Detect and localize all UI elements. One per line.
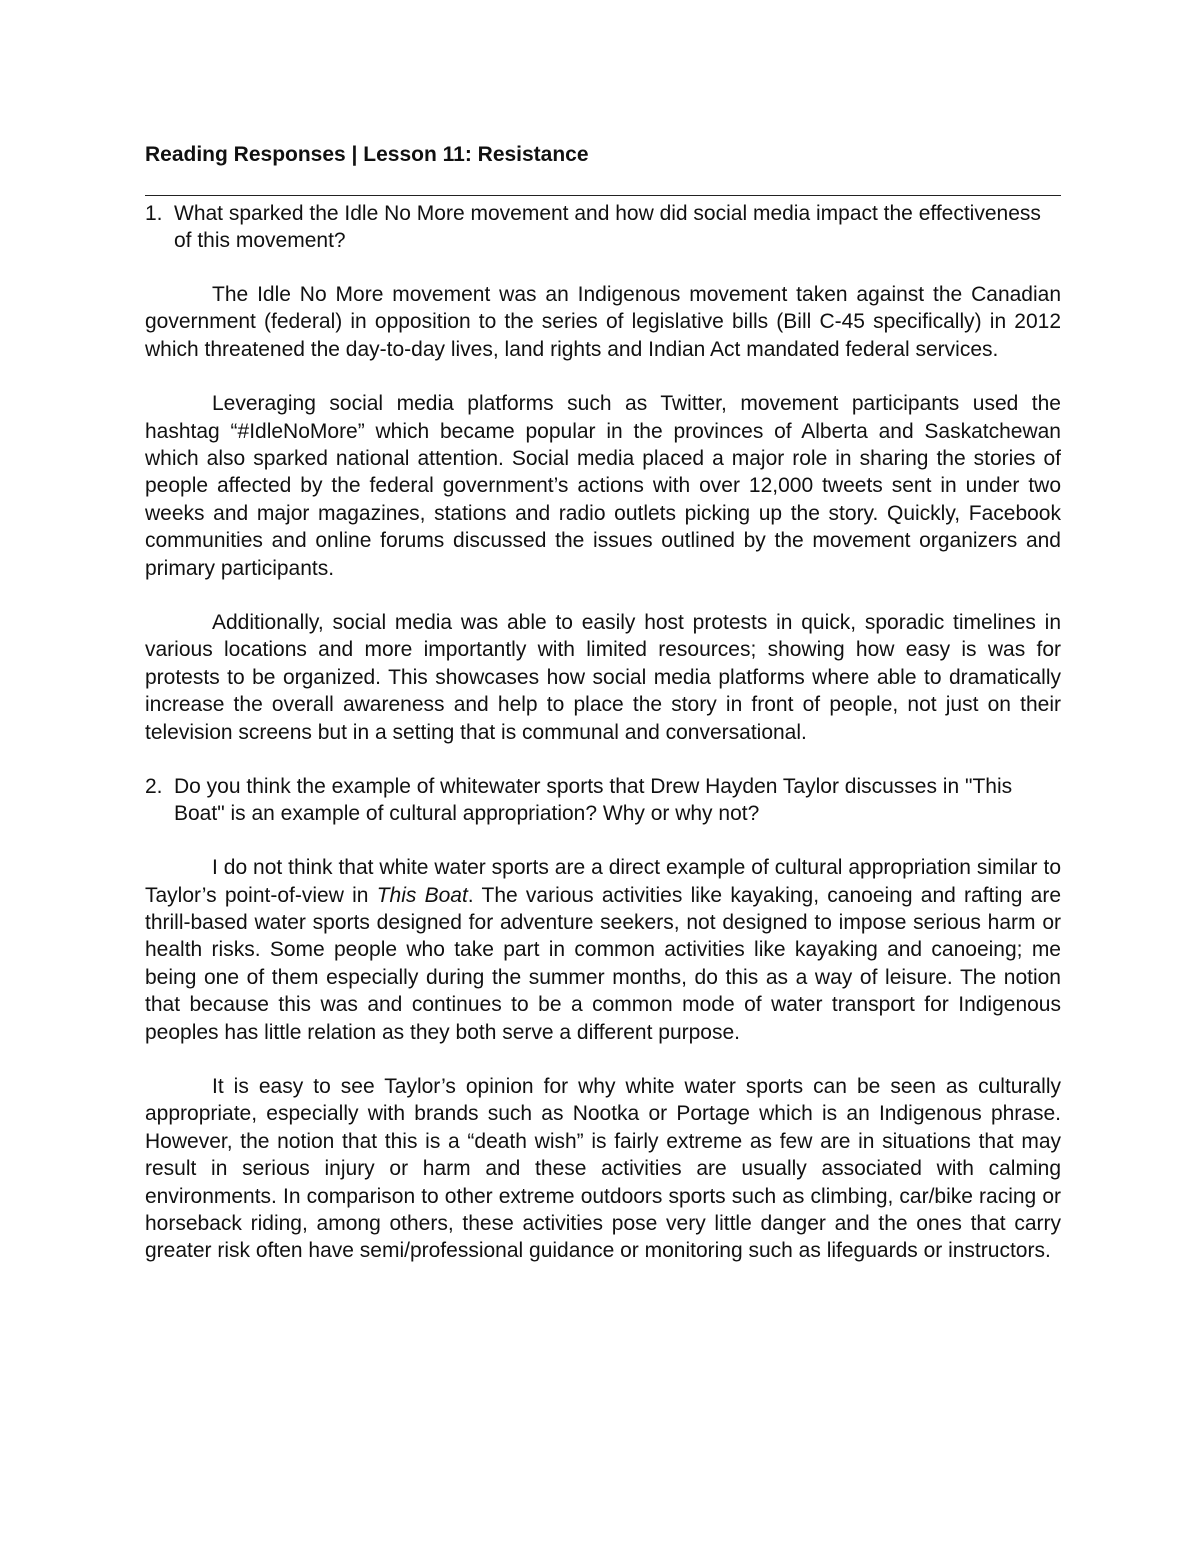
question-2 <box>145 773 1061 827</box>
question-1-number: 1. <box>145 202 163 225</box>
document-title: Reading Responses | Lesson 11: Resistance <box>145 143 589 166</box>
book-title: This Boat <box>376 883 468 907</box>
answer-2-paragraph-2: It is easy to see Taylor’s opinion for why white water sports can be seen as culturally appropriate, especially with brands such as Nootka or Portage which is an Indigenous phrase. However, the notion that this is a “death wish” is fairly extreme as few are in situations that may result in serious injury or harm and these activities are usually associated with calming environments. In comparison to other extreme outdoors sports such as climbing, car/bike racing or horseback riding, among others, these activities pose very little danger and the ones that carry greater risk often have semi/professional guidance or monitoring such as lifeguards or instructors. <box>145 1074 1061 1263</box>
question-1 <box>145 200 1061 254</box>
answer-1-paragraph-1: The Idle No More movement was an Indigenous movement taken against the Canadian government (federal) in opposition to the series of legislative bills (Bill C-45 specifically) in 2012 which threatened the day-to-day lives, land rights and Indian Act mandated federal services. <box>145 283 1061 361</box>
answer-2-paragraph-1-start: I do not think that white water sports are a direct example of cultural appropriation similar to Taylor’s point-of-view in <box>145 856 1061 907</box>
title-divider <box>145 195 1061 196</box>
question-2-text: Do you think the example of whitewater sports that Drew Hayden Taylor discusses in "This Boat" is an example of cultural appropriation? Why or why not? <box>174 775 1013 826</box>
answer-1-paragraph-3: Additionally, social media was able to easily host protests in quick, sporadic timelines in various locations and more importantly with limited resources; showing how easy is was for protests to be organized. This showcases how social media platforms where able to dramatically increase the overall awareness and help to place the story in front of people, not just on their television screens but in a setting that is communal and conversational. <box>145 611 1061 744</box>
question-2-number: 2. <box>145 775 163 799</box>
question-1-text: What sparked the Idle No More movement and how did social media impact the effectiveness of this movement? <box>174 202 1041 252</box>
answer-2-paragraph-1-end: . The various activities like kayaking, canoeing and rafting are thrill-based water sports designed for adventure seekers, not designed to impose serious harm or health risks. Some people who take part in common activities like kayaking and canoeing; me being one of them especially during the summer months, do this as a way of leisure. The notion that because this was and continues to be a common mode of water transport for Indigenous peoples has little relation as they both serve a different purpose. <box>145 883 1061 1044</box>
answer-2-paragraph-1 <box>145 854 1061 1046</box>
answer-1-paragraph-2: Leveraging social media platforms such as Twitter, movement participants used the hashtag “#IdleNoMore” which became popular in the provinces of Alberta and Saskatchewan which also sparked national attention. Social media placed a major role in sharing the stories of people affected by the federal government’s actions with over 12,000 tweets sent in under two weeks and major magazines, stations and radio outlets picking up the story. Quickly, Facebook communities and online forums discussed the issues outlined by the movement organizers and primary participants. <box>145 392 1061 580</box>
document-page <box>145 138 1061 1265</box>
